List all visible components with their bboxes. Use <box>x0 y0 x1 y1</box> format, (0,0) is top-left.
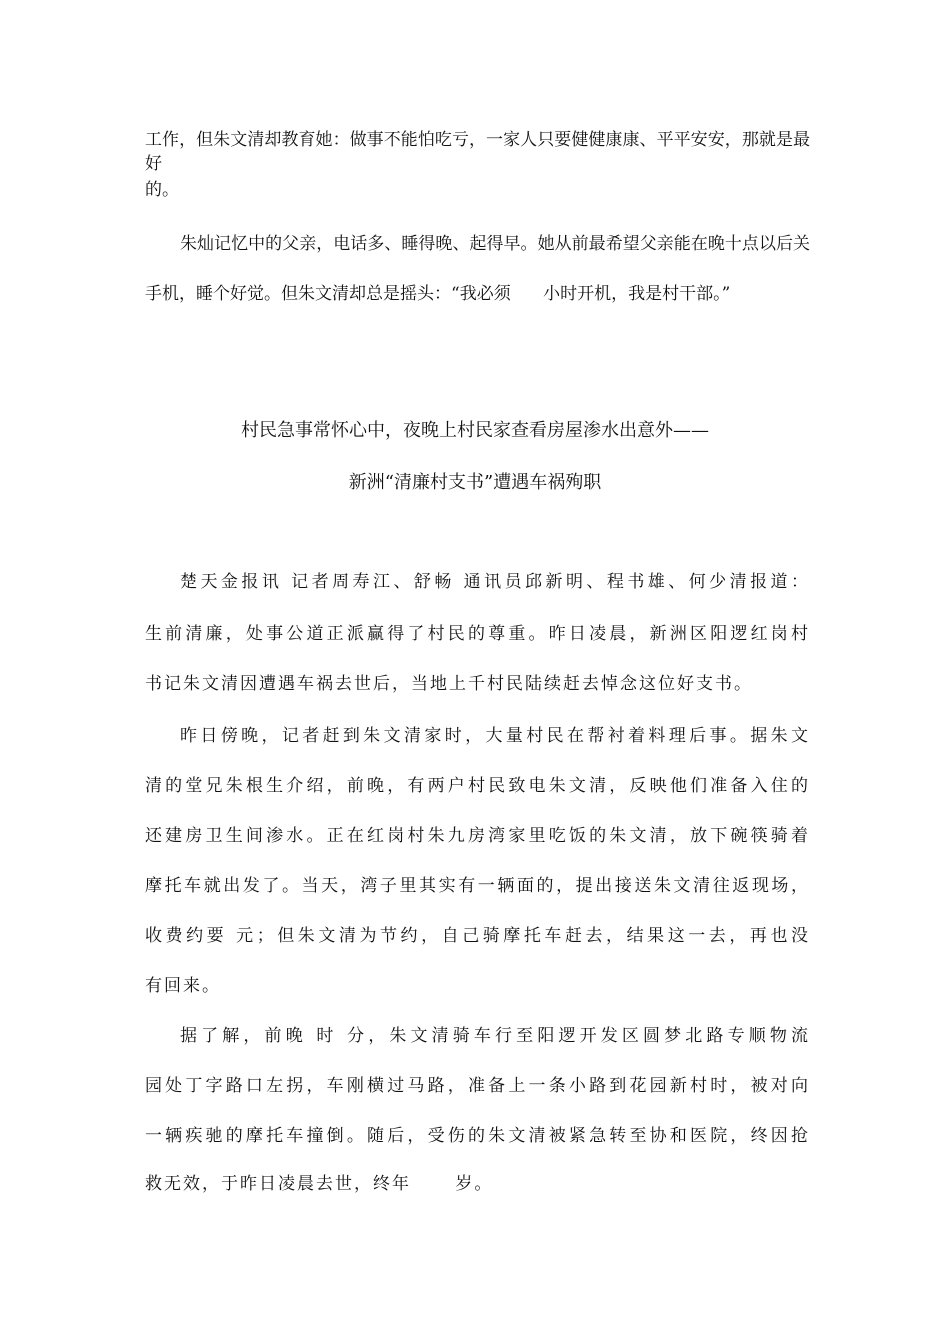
article-text-line: 救无效，于昨日凌晨去世，终年 岁。 <box>145 1174 494 1194</box>
article-text-line: 有回来。 <box>145 976 221 996</box>
article-text-line: 据了解，前晚 时 分，朱文清骑车行至阳逻开发区圆梦北路专顺物流 <box>180 1026 810 1046</box>
article-text-line: 一辆疾驰的摩托车撞倒。随后，受伤的朱文清被紧急转至协和医院，终因抢 <box>145 1126 810 1146</box>
article-text-line: 还建房卫生间渗水。正在红岗村朱九房湾家里吃饭的朱文清，放下碗筷骑着 <box>145 826 810 846</box>
article-text-line: 昨日傍晚，记者赶到朱文清家时，大量村民在帮衬着料理后事。据朱文 <box>180 726 810 746</box>
article-text-line: 收费约要 元；但朱文清为节约，自己骑摩托车赶去，结果这一去，再也没 <box>145 926 810 946</box>
article-text-line: 园处丁字路口左拐，车刚横过马路，准备上一条小路到花园新村时，被对向 <box>145 1076 810 1096</box>
article-text-line: 摩托车就出发了。当天，湾子里其实有一辆面的，提出接送朱文清往返现场， <box>145 876 810 896</box>
article-text-line: 清的堂兄朱根生介绍，前晚，有两户村民致电朱文清，反映他们准备入住的 <box>145 776 810 796</box>
article-headline-line1: 村民急事常怀心中，夜晚上村民家查看房屋渗水出意外—— <box>241 420 709 441</box>
article-text-line: 生前清廉，处事公道正派赢得了村民的尊重。昨日凌晨，新洲区阳逻红岗村 <box>145 624 810 644</box>
body-text-line: 朱灿记忆中的父亲，电话多、睡得晚、起得早。她从前最希望父亲能在晚十点以后关 <box>180 234 810 254</box>
body-text-line: 手机，睡个好觉。但朱文清却总是摇头：“我必须 小时开机，我是村干部。” <box>145 284 731 304</box>
body-text-line: 的。 <box>145 180 179 200</box>
article-text-line: 楚天金报讯 记者周寿江、舒畅 通讯员邱新明、程书雄、何少清报道： <box>180 572 810 592</box>
article-headline-line2: 新洲“清廉村支书”遭遇车祸殉职 <box>348 472 602 493</box>
body-text-line: 工作，但朱文清却教育她：做事不能怕吃亏，一家人只要健健康康、平平安安，那就是最好 <box>145 130 810 174</box>
article-text-line: 书记朱文清因遭遇车祸去世后，当地上千村民陆续赶去悼念这位好支书。 <box>145 674 753 694</box>
